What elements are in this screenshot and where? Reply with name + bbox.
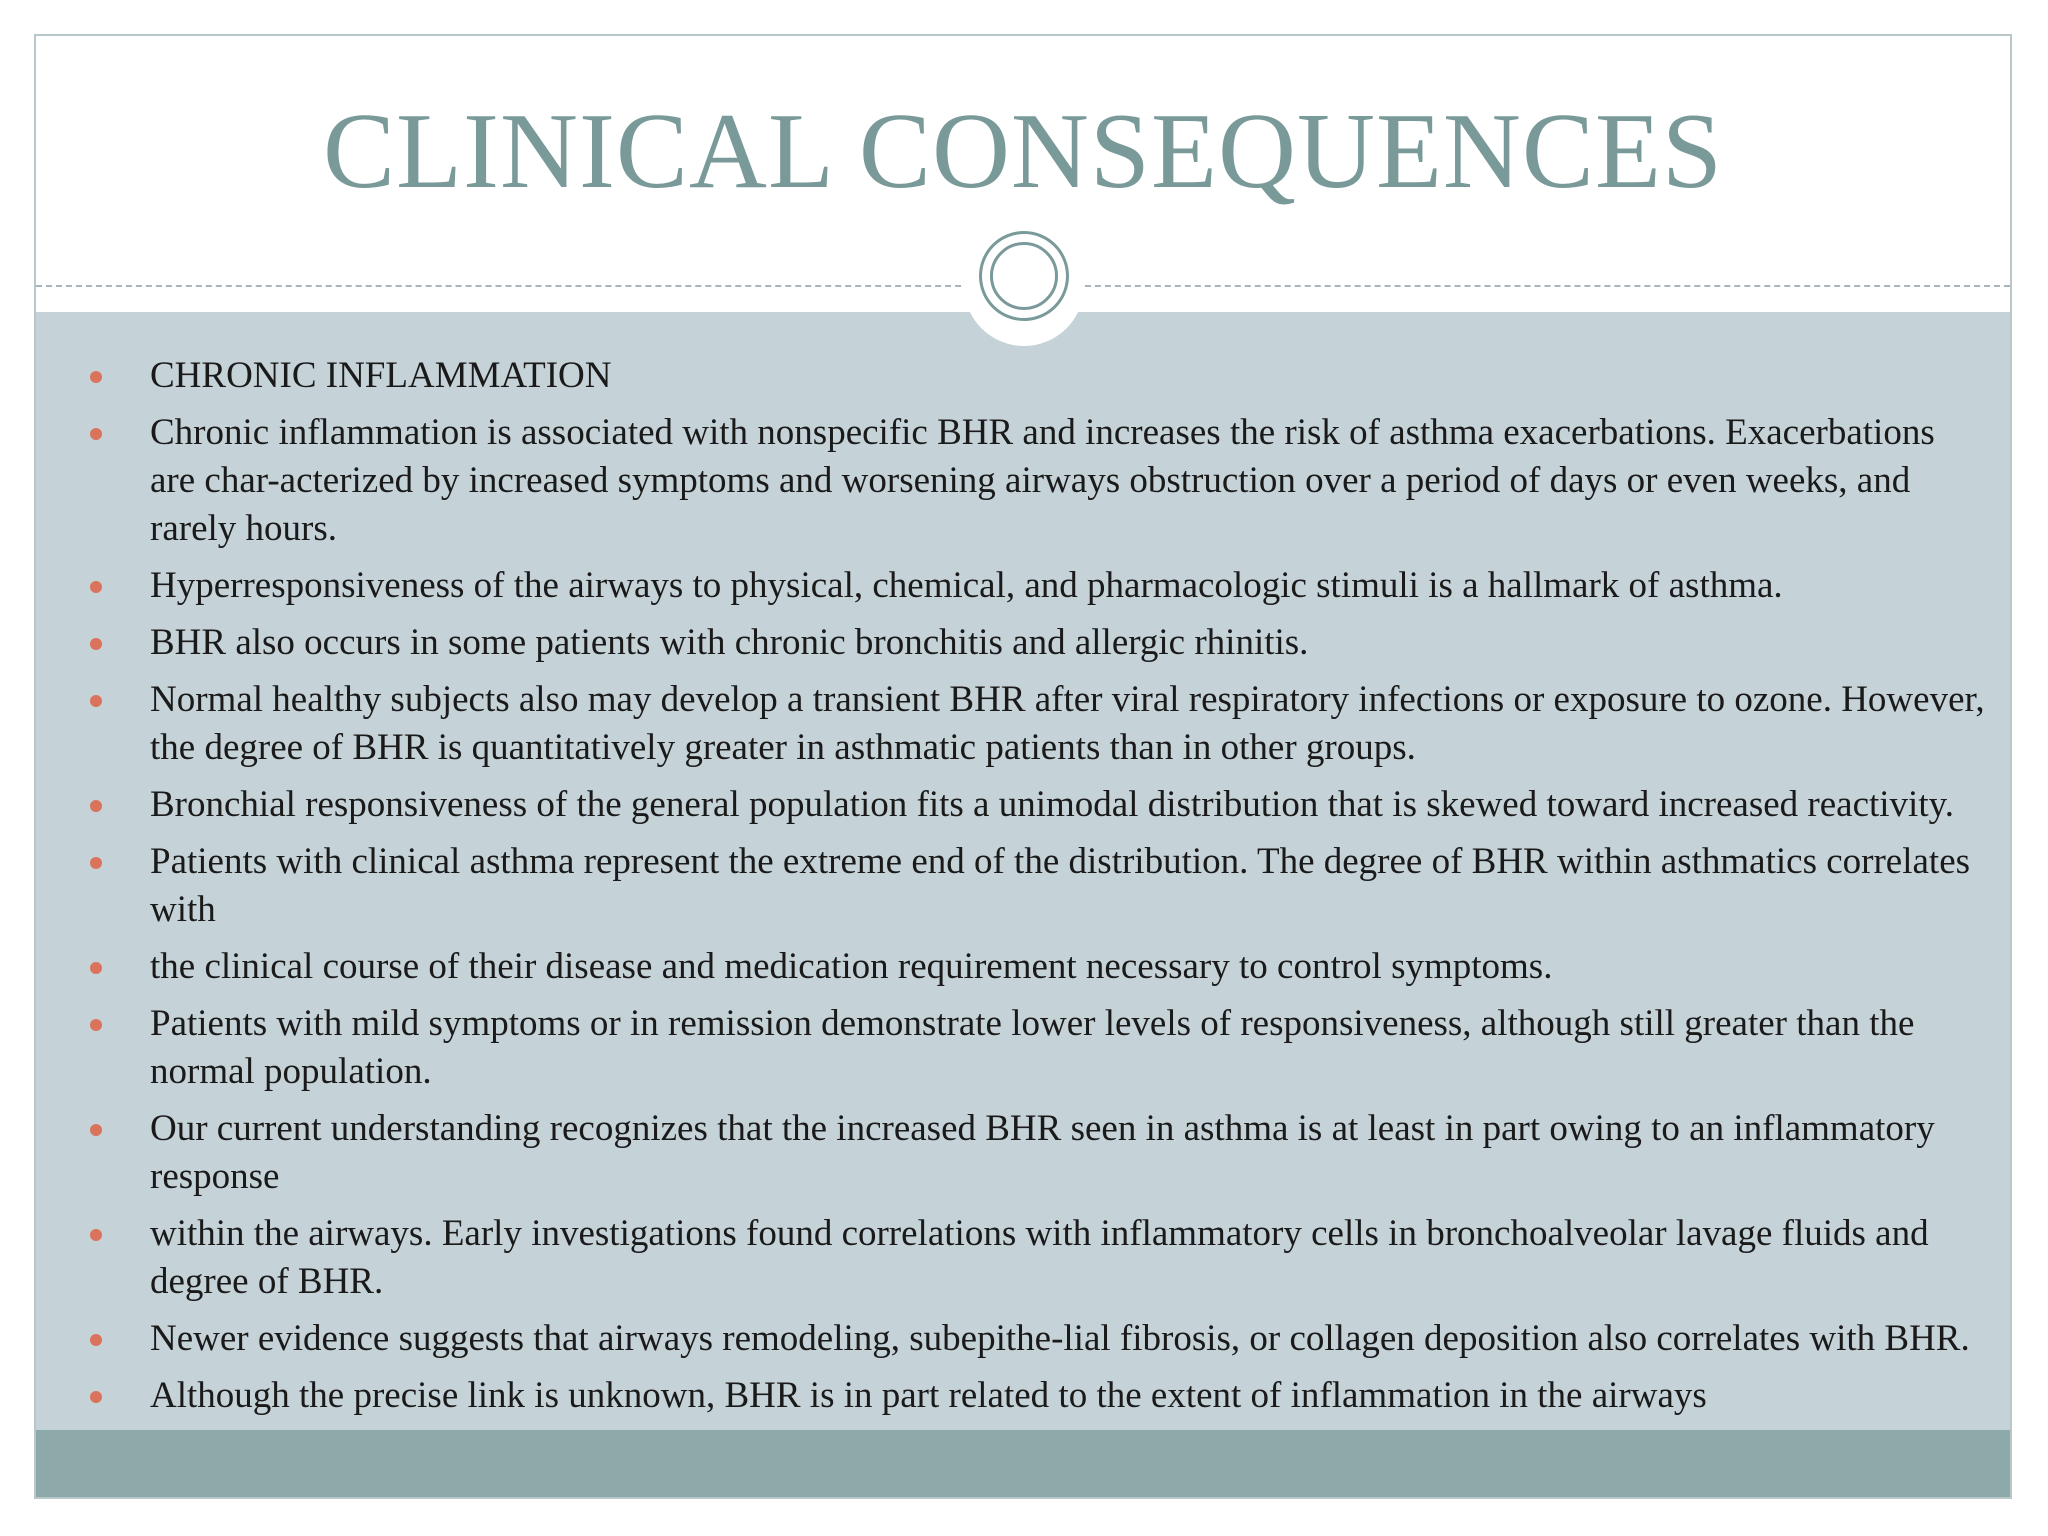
bullet-text: BHR also occurs in some patients with chronic bronchitis and allergic rhinitis. — [150, 622, 1309, 663]
bullet-dot-icon — [90, 1019, 102, 1031]
bullet-text: Hyperresponsiveness of the airways to physical, chemical, and pharmacologic stimuli is a hallmark of asthma. — [150, 565, 1783, 606]
bullet-list — [86, 352, 1986, 1429]
bullet-text: Bronchial responsiveness of the general population fits a unimodal distribution that is skewed toward increased reactivity. — [150, 784, 1954, 825]
bullet-text: Our current understanding recognizes that the increased BHR seen in asthma is at least in part owing to an inflammatory response — [150, 1108, 1935, 1197]
bullet-item — [86, 1315, 1986, 1363]
bullet-text: Although the precise link is unknown, BHR is in part related to the extent of inflammation in the airways — [150, 1375, 1707, 1416]
bullet-item — [86, 409, 1986, 553]
bullet-item — [86, 1000, 1986, 1096]
bullet-dot-icon — [90, 1391, 102, 1403]
bullet-text: Chronic inflammation is associated with nonspecific BHR and increases the risk of asthma exacerbations. Exacerbations are char-acterized by increased symptoms and worsening airways obstruction over a period of days or even weeks, and rarely hours. — [150, 412, 1935, 549]
bullet-item — [86, 943, 1986, 991]
bullet-item — [86, 781, 1986, 829]
bullet-text: Patients with clinical asthma represent the extreme end of the distribution. The degree of BHR within asthmatics correlates with — [150, 841, 1971, 930]
bullet-dot-icon — [90, 581, 102, 593]
bullet-item — [86, 562, 1986, 610]
bullet-text: Patients with mild symptoms or in remission demonstrate lower levels of responsiveness, although still greater than the normal population. — [150, 1003, 1915, 1092]
bullet-text: Newer evidence suggests that airways remodeling, subepithe-lial fibrosis, or collagen deposition also correlates with BHR. — [150, 1318, 1970, 1359]
bullet-dot-icon — [90, 800, 102, 812]
slide-title: CLINICAL CONSEQUENCES — [322, 92, 1723, 211]
bullet-text: the clinical course of their disease and medication requirement necessary to control symptoms. — [150, 946, 1553, 987]
inner-ring — [990, 242, 1058, 310]
bullet-dot-icon — [90, 1334, 102, 1346]
bullet-dot-icon — [90, 695, 102, 707]
bullet-item — [86, 1210, 1986, 1306]
bullet-dot-icon — [90, 962, 102, 974]
bullet-item — [86, 1372, 1986, 1420]
bullet-dot-icon — [90, 428, 102, 440]
bullet-text: within the airways. Early investigations found correlations with inflammatory cells in bronchoalveolar lavage fluids and degree of BHR. — [150, 1213, 1929, 1302]
bullet-item — [86, 352, 1986, 400]
bullet-dot-icon — [90, 857, 102, 869]
outer-ring — [979, 231, 1069, 321]
bullet-dot-icon — [90, 638, 102, 650]
bullet-item — [86, 1105, 1986, 1201]
bullet-dot-icon — [90, 1229, 102, 1241]
bullet-item — [86, 619, 1986, 667]
circle-ornament-icon — [964, 226, 1084, 346]
bullet-dot-icon — [90, 371, 102, 383]
bullet-item — [86, 838, 1986, 934]
bullet-dot-icon — [90, 1124, 102, 1136]
bullet-text: CHRONIC INFLAMMATION — [150, 355, 612, 396]
bullet-item — [86, 676, 1986, 772]
bullet-text: Normal healthy subjects also may develop a transient BHR after viral respiratory infections or exposure to ozone. However, the degree of BHR is quantitatively greater in asthmatic patients than in other groups. — [150, 679, 1985, 768]
